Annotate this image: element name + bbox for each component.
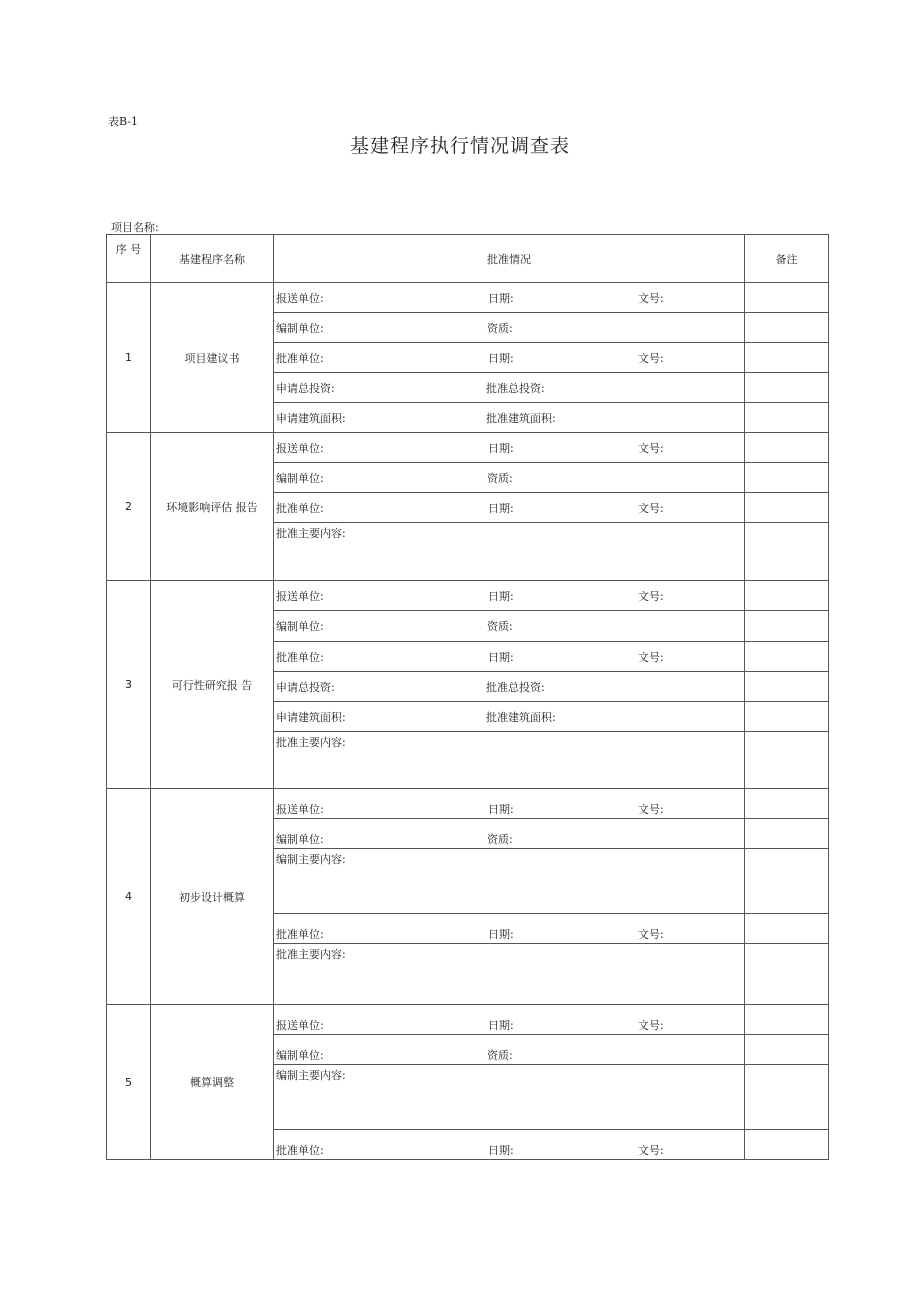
section-number: 5 <box>107 1005 151 1160</box>
approval-cell[interactable] <box>274 732 745 789</box>
approval-cell[interactable] <box>274 672 745 702</box>
qualification-label: 资质: <box>487 833 513 846</box>
remarks-cell[interactable] <box>745 1035 829 1065</box>
apply-area-label: 申请建筑面积: <box>276 411 346 425</box>
doc-no-label: 文号: <box>638 441 664 455</box>
approval-cell[interactable] <box>274 463 745 493</box>
remarks-cell[interactable] <box>745 581 829 611</box>
approval-cell[interactable] <box>274 373 745 403</box>
header-seq: 序 号 <box>107 235 151 283</box>
remarks-cell[interactable] <box>745 849 829 914</box>
compile-unit-label: 编制单位: <box>276 1049 324 1062</box>
compile-unit-label: 编制单位: <box>276 471 324 485</box>
approve-investment-label: 批准总投资: <box>486 381 545 395</box>
remarks-cell[interactable] <box>745 523 829 581</box>
approval-cell[interactable] <box>274 1005 745 1035</box>
section-number: 4 <box>107 789 151 1005</box>
approval-cell[interactable] <box>274 819 745 849</box>
date-label: 日期: <box>488 291 514 305</box>
remarks-cell[interactable] <box>745 283 829 313</box>
approve-unit-label: 批准单位: <box>276 351 324 365</box>
compile-content-label: 编制主要内容: <box>276 1069 346 1082</box>
date-label: 日期: <box>488 650 514 664</box>
approval-cell[interactable] <box>274 1065 745 1130</box>
section-name: 概算调整 <box>151 1005 274 1160</box>
approve-area-label: 批准建筑面积: <box>486 411 556 425</box>
date-label: 日期: <box>488 589 514 603</box>
approval-cell[interactable] <box>274 523 745 581</box>
remarks-cell[interactable] <box>745 642 829 672</box>
date-label: 日期: <box>488 501 514 515</box>
submit-unit-label: 报送单位: <box>276 441 324 455</box>
apply-investment-label: 申请总投资: <box>276 381 335 395</box>
remarks-cell[interactable] <box>745 672 829 702</box>
submit-unit-label: 报送单位: <box>276 803 324 816</box>
section-number: 3 <box>107 581 151 789</box>
approval-cell[interactable] <box>274 611 745 642</box>
remarks-cell[interactable] <box>745 1005 829 1035</box>
doc-no-label: 文号: <box>638 803 664 816</box>
remarks-cell[interactable] <box>745 702 829 732</box>
table-row <box>107 789 829 819</box>
form-code: 表B-1 <box>108 115 139 128</box>
compile-unit-label: 编制单位: <box>276 620 324 633</box>
remarks-cell[interactable] <box>745 433 829 463</box>
approval-cell[interactable] <box>274 849 745 914</box>
submit-unit-label: 报送单位: <box>276 589 324 603</box>
compile-unit-label: 编制单位: <box>276 321 324 335</box>
header-remarks: 备注 <box>745 235 829 283</box>
approval-cell[interactable] <box>274 581 745 611</box>
date-label: 日期: <box>488 351 514 365</box>
section-name: 初步设计概算 <box>151 789 274 1005</box>
compile-unit-label: 编制单位: <box>276 833 324 846</box>
remarks-cell[interactable] <box>745 343 829 373</box>
date-label: 日期: <box>488 441 514 455</box>
table-row <box>107 1005 829 1035</box>
table-row <box>107 283 829 313</box>
doc-no-label: 文号: <box>638 928 664 941</box>
qualification-label: 资质: <box>487 471 513 485</box>
section-name: 环境影响评估 报告 <box>151 433 274 581</box>
approve-unit-label: 批准单位: <box>276 650 324 664</box>
compile-content-label: 编制主要内容: <box>276 853 346 866</box>
approval-cell[interactable] <box>274 343 745 373</box>
date-label: 日期: <box>488 928 514 941</box>
remarks-cell[interactable] <box>745 313 829 343</box>
doc-no-label: 文号: <box>638 351 664 365</box>
remarks-cell[interactable] <box>745 732 829 789</box>
remarks-cell[interactable] <box>745 611 829 642</box>
approve-area-label: 批准建筑面积: <box>486 710 556 724</box>
project-name-label: 项目名称: <box>111 221 159 234</box>
remarks-cell[interactable] <box>745 819 829 849</box>
approval-cell[interactable] <box>274 1035 745 1065</box>
remarks-cell[interactable] <box>745 944 829 1005</box>
section-number: 2 <box>107 433 151 581</box>
doc-no-label: 文号: <box>638 650 664 664</box>
qualification-label: 资质: <box>487 1049 513 1062</box>
approval-cell[interactable] <box>274 642 745 672</box>
approve-content-label: 批准主要内容: <box>276 736 346 749</box>
approval-cell[interactable] <box>274 433 745 463</box>
approval-cell[interactable] <box>274 789 745 819</box>
approve-content-label: 批准主要内容: <box>276 527 346 540</box>
approve-unit-label: 批准单位: <box>276 928 324 941</box>
remarks-cell[interactable] <box>745 373 829 403</box>
survey-table <box>106 234 829 1160</box>
doc-no-label: 文号: <box>638 1019 664 1032</box>
header-procedure: 基建程序名称 <box>151 235 274 283</box>
remarks-cell[interactable] <box>745 914 829 944</box>
qualification-label: 资质: <box>487 620 513 633</box>
approval-cell[interactable] <box>274 944 745 1005</box>
table-row <box>107 433 829 463</box>
remarks-cell[interactable] <box>745 463 829 493</box>
date-label: 日期: <box>488 803 514 816</box>
date-label: 日期: <box>488 1019 514 1032</box>
approve-unit-label: 批准单位: <box>276 1144 324 1157</box>
date-label: 日期: <box>488 1144 514 1157</box>
approval-cell[interactable] <box>274 283 745 313</box>
apply-investment-label: 申请总投资: <box>276 680 335 694</box>
header-row <box>107 235 829 283</box>
remarks-cell[interactable] <box>745 403 829 433</box>
qualification-label: 资质: <box>487 321 513 335</box>
approve-unit-label: 批准单位: <box>276 501 324 515</box>
doc-no-label: 文号: <box>638 1144 664 1157</box>
approve-investment-label: 批准总投资: <box>486 680 545 694</box>
doc-no-label: 文号: <box>638 589 664 603</box>
header-approval: 批准情况 <box>274 235 745 283</box>
approval-cell[interactable] <box>274 313 745 343</box>
remarks-cell[interactable] <box>745 1130 829 1160</box>
approval-cell[interactable] <box>274 702 745 732</box>
remarks-cell[interactable] <box>745 493 829 523</box>
approval-cell[interactable] <box>274 914 745 944</box>
remarks-cell[interactable] <box>745 1065 829 1130</box>
section-number: 1 <box>107 283 151 433</box>
apply-area-label: 申请建筑面积: <box>276 710 346 724</box>
doc-no-label: 文号: <box>638 501 664 515</box>
page-title: 基建程序执行情况调查表 <box>349 135 570 157</box>
remarks-cell[interactable] <box>745 789 829 819</box>
approval-cell[interactable] <box>274 493 745 523</box>
approve-content-label: 批准主要内容: <box>276 948 346 961</box>
approval-cell[interactable] <box>274 1130 745 1160</box>
table-row <box>107 581 829 611</box>
section-name: 项目建议书 <box>151 283 274 433</box>
approval-cell[interactable] <box>274 403 745 433</box>
doc-no-label: 文号: <box>638 291 664 305</box>
section-name: 可行性研究报 告 <box>151 581 274 789</box>
submit-unit-label: 报送单位: <box>276 1019 324 1032</box>
submit-unit-label: 报送单位: <box>276 291 324 305</box>
